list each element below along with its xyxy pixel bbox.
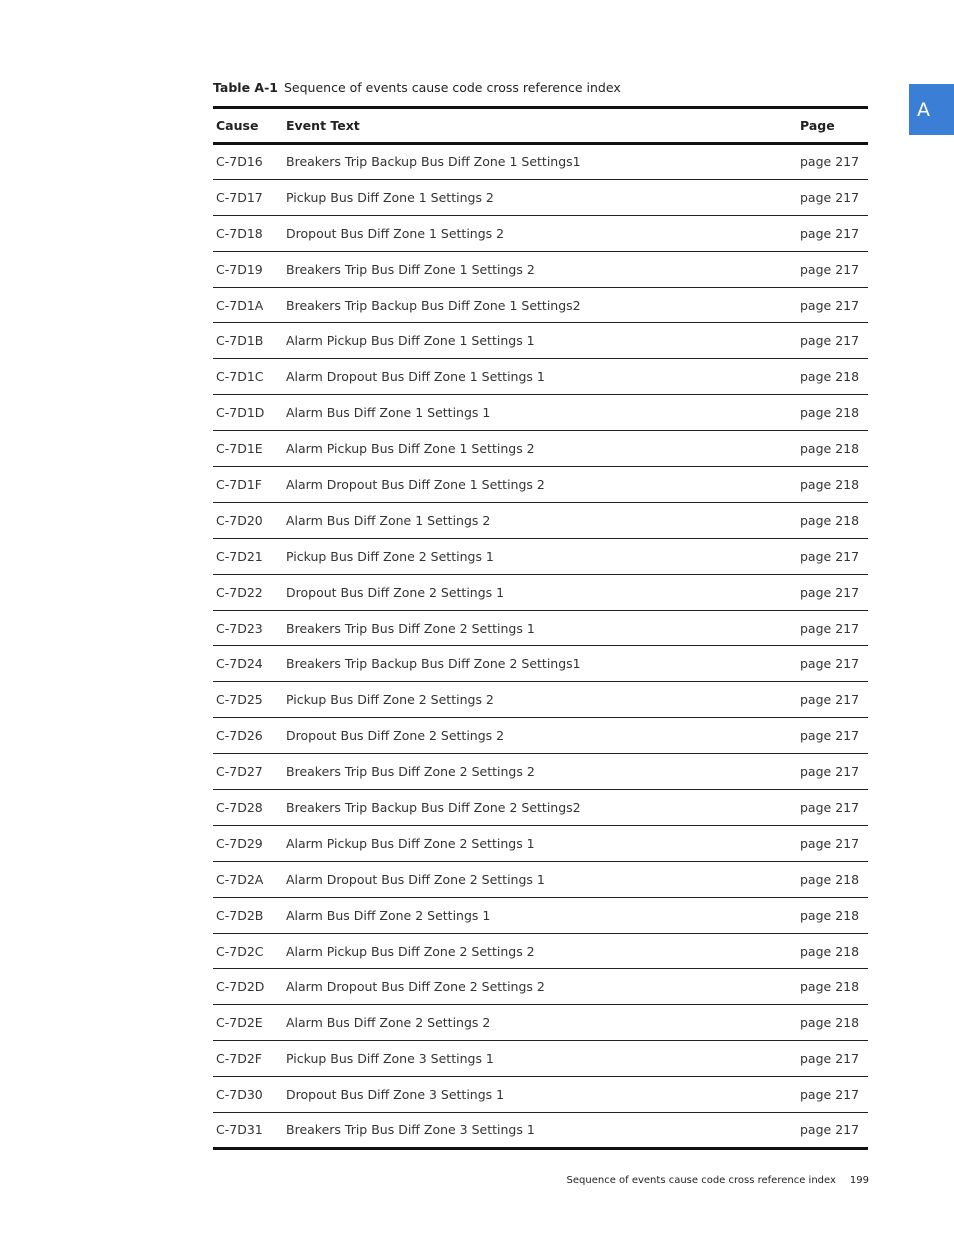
table-row [213, 359, 868, 395]
table-row [213, 467, 868, 503]
table-row [213, 251, 868, 287]
page-ref-cell: page 217 [800, 799, 860, 815]
event-text-cell: Alarm Bus Diff Zone 1 Settings 1 [286, 405, 491, 421]
table-row [213, 897, 868, 933]
cause-code-cell: C-7D25 [216, 692, 263, 708]
page-footer [560, 1175, 869, 1186]
cause-code-cell: C-7D30 [216, 1087, 263, 1103]
table-row [213, 682, 868, 718]
table-caption-label: Table A-1 [213, 80, 278, 95]
page-ref-cell: page 218 [800, 871, 860, 887]
event-text-cell: Breakers Trip Backup Bus Diff Zone 1 Settings2 [286, 297, 581, 313]
table-row [213, 610, 868, 646]
table-header-row [213, 108, 868, 144]
column-header-page: Page [800, 118, 835, 133]
event-text-cell: Pickup Bus Diff Zone 3 Settings 1 [286, 1051, 494, 1067]
page-ref-cell: page 217 [800, 297, 860, 313]
table-row [213, 718, 868, 754]
table-row [213, 395, 868, 431]
page-ref-cell: page 217 [800, 620, 860, 636]
cause-code-cell: C-7D21 [216, 548, 263, 564]
section-tab: A [909, 84, 954, 135]
cause-code-cell: C-7D2B [216, 907, 264, 923]
page-ref-cell: page 218 [800, 943, 860, 959]
column-header-event-text: Event Text [286, 118, 360, 133]
event-text-cell: Alarm Pickup Bus Diff Zone 2 Settings 1 [286, 835, 535, 851]
table-row [213, 502, 868, 538]
cause-code-table [213, 106, 868, 1150]
page-ref-cell: page 217 [800, 548, 860, 564]
event-text-cell: Pickup Bus Diff Zone 2 Settings 2 [286, 692, 494, 708]
table-row [213, 825, 868, 861]
table-row [213, 574, 868, 610]
event-text-cell: Alarm Bus Diff Zone 2 Settings 1 [286, 907, 491, 923]
cause-code-cell: C-7D2A [216, 871, 264, 887]
cause-code-cell: C-7D1F [216, 476, 262, 492]
cause-code-cell: C-7D23 [216, 620, 263, 636]
table-row [213, 969, 868, 1005]
event-text-cell: Dropout Bus Diff Zone 3 Settings 1 [286, 1087, 505, 1103]
event-text-cell: Breakers Trip Backup Bus Diff Zone 2 Settings2 [286, 799, 581, 815]
table-row [213, 1041, 868, 1077]
event-text-cell: Dropout Bus Diff Zone 2 Settings 2 [286, 728, 505, 744]
cause-code-cell: C-7D2C [216, 943, 264, 959]
event-text-cell: Pickup Bus Diff Zone 2 Settings 1 [286, 548, 494, 564]
page-ref-cell: page 217 [800, 728, 860, 744]
page-ref-cell: page 218 [800, 1015, 860, 1031]
cause-code-cell: C-7D27 [216, 764, 263, 780]
page-ref-cell: page 217 [800, 656, 860, 672]
cause-code-cell: C-7D29 [216, 835, 263, 851]
page-ref-cell: page 217 [800, 1051, 860, 1067]
event-text-cell: Alarm Dropout Bus Diff Zone 1 Settings 2 [286, 476, 545, 492]
page-ref-cell: page 217 [800, 835, 860, 851]
cause-code-cell: C-7D2E [216, 1015, 263, 1031]
cause-code-cell: C-7D22 [216, 584, 263, 600]
event-text-cell: Breakers Trip Bus Diff Zone 2 Settings 2 [286, 764, 535, 780]
footer-title: Sequence of events cause code cross reference index [566, 1175, 836, 1186]
table-row [213, 287, 868, 323]
event-text-cell: Alarm Pickup Bus Diff Zone 2 Settings 2 [286, 943, 535, 959]
table-row [213, 323, 868, 359]
cause-code-cell: C-7D16 [216, 154, 263, 170]
table-row [213, 144, 868, 180]
cause-code-cell: C-7D2F [216, 1051, 262, 1067]
table-row [213, 538, 868, 574]
cause-code-cell: C-7D1B [216, 333, 264, 349]
table-row [213, 933, 868, 969]
event-text-cell: Alarm Pickup Bus Diff Zone 1 Settings 1 [286, 333, 535, 349]
cause-code-cell: C-7D1E [216, 441, 263, 457]
page-ref-cell: page 217 [800, 261, 860, 277]
table-row [213, 646, 868, 682]
cause-code-cell: C-7D31 [216, 1122, 263, 1138]
table-row [213, 1005, 868, 1041]
cause-code-cell: C-7D2D [216, 979, 265, 995]
event-text-cell: Breakers Trip Bus Diff Zone 2 Settings 1 [286, 620, 535, 636]
page-ref-cell: page 217 [800, 154, 860, 170]
event-text-cell: Dropout Bus Diff Zone 1 Settings 2 [286, 225, 505, 241]
cause-code-cell: C-7D28 [216, 799, 263, 815]
event-text-cell: Alarm Dropout Bus Diff Zone 1 Settings 1 [286, 369, 545, 385]
event-text-cell: Breakers Trip Backup Bus Diff Zone 2 Settings1 [286, 656, 581, 672]
cause-code-cell: C-7D18 [216, 225, 263, 241]
cause-code-cell: C-7D1A [216, 297, 264, 313]
page-ref-cell: page 218 [800, 405, 860, 421]
page-ref-cell: page 217 [800, 692, 860, 708]
page-ref-cell: page 218 [800, 476, 860, 492]
table-caption-title: Sequence of events cause code cross reference index [283, 80, 621, 95]
cause-code-cell: C-7D20 [216, 512, 263, 528]
page-ref-cell: page 217 [800, 225, 860, 241]
table-row [213, 790, 868, 826]
table-body [213, 144, 868, 1149]
event-text-cell: Alarm Bus Diff Zone 1 Settings 2 [286, 512, 491, 528]
table-row [213, 1077, 868, 1113]
cause-code-cell: C-7D1C [216, 369, 264, 385]
cause-code-cell: C-7D1D [216, 405, 265, 421]
table-caption [213, 80, 621, 95]
page-ref-cell: page 218 [800, 979, 860, 995]
cause-code-cell: C-7D26 [216, 728, 263, 744]
event-text-cell: Pickup Bus Diff Zone 1 Settings 2 [286, 189, 494, 205]
column-header-cause: Cause [216, 118, 259, 133]
table-row [213, 754, 868, 790]
page-ref-cell: page 218 [800, 369, 860, 385]
page-ref-cell: page 217 [800, 584, 860, 600]
cause-code-cell: C-7D19 [216, 261, 263, 277]
event-text-cell: Dropout Bus Diff Zone 2 Settings 1 [286, 584, 505, 600]
table-row [213, 1113, 868, 1149]
page-ref-cell: page 217 [800, 333, 860, 349]
event-text-cell: Breakers Trip Bus Diff Zone 1 Settings 2 [286, 261, 535, 277]
event-text-cell: Alarm Dropout Bus Diff Zone 2 Settings 2 [286, 979, 545, 995]
table-row [213, 215, 868, 251]
page-ref-cell: page 218 [800, 907, 860, 923]
page-number: 199 [849, 1175, 869, 1186]
cause-code-cell: C-7D17 [216, 189, 263, 205]
table-row [213, 179, 868, 215]
table-row [213, 861, 868, 897]
page-ref-cell: page 217 [800, 1087, 860, 1103]
event-text-cell: Alarm Pickup Bus Diff Zone 1 Settings 2 [286, 441, 535, 457]
cause-code-cell: C-7D24 [216, 656, 263, 672]
page-ref-cell: page 218 [800, 512, 860, 528]
page-ref-cell: page 217 [800, 189, 860, 205]
page-ref-cell: page 217 [800, 1122, 860, 1138]
event-text-cell: Breakers Trip Backup Bus Diff Zone 1 Settings1 [286, 154, 581, 170]
event-text-cell: Alarm Dropout Bus Diff Zone 2 Settings 1 [286, 871, 545, 887]
table-row [213, 431, 868, 467]
page-ref-cell: page 218 [800, 441, 860, 457]
event-text-cell: Alarm Bus Diff Zone 2 Settings 2 [286, 1015, 491, 1031]
event-text-cell: Breakers Trip Bus Diff Zone 3 Settings 1 [286, 1122, 535, 1138]
page-ref-cell: page 217 [800, 764, 860, 780]
